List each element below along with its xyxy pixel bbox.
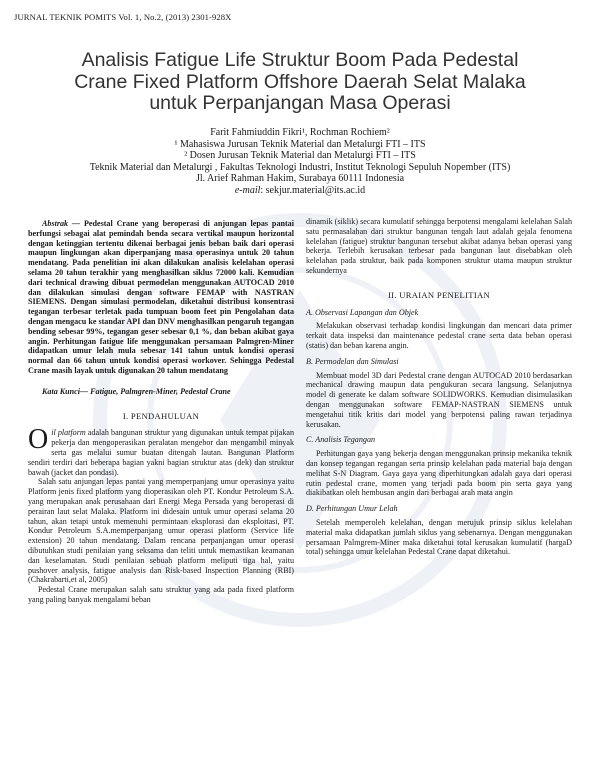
- right-paragraph-continued: dinamik (siklik) secara kumulatif sehingga berpotensi mengalami kelelahan Salah satu permasalahan dari struktur bangunan tengah laut adalah gejala fenomena kelelahan (fatigue) struktur bangunan tersebut akibat adanya beban operasi yang bekerja. Terlebih kerusakan terbesar pada bangunan laut disebabkan oleh kelelahan pada struktur, baik pada komponen struktur utama maupun struktur sekundernya: [306, 217, 572, 275]
- paragraph-d: Setelah memperoleh kelelahan, dengan merujuk prinsip siklus kelelahan material maka didapatkan jumlah siklus yang sebenarnya. Dengan menggunakan persamaan Palmgrem-Miner maka diketahui total kerusakan kumulatif (hargaD total) sehingga umur kelelahan Pedestal Crane dapat diketahui.: [306, 517, 572, 557]
- journal-header: JURNAL TEKNIK POMITS Vol. 1, No.2, (2013) 2301-928X: [14, 12, 232, 22]
- section-heading-method: II. URAIAN PENELITIAN: [387, 289, 490, 300]
- intro-paragraph-3: Pedestal Crane merupakan salah satu struktur yang ada pada fixed platform yang paling banyak mengalami beban: [28, 585, 294, 604]
- subheading-a: A. Observasi Lapangan dan Objek: [306, 307, 419, 317]
- email-label: e-mail: [234, 184, 261, 196]
- subheading-d: D. Perhitungan Umur Lelah: [306, 504, 398, 514]
- paragraph-a: Melakukan observasi terhadap kondisi lingkungan dan mencari data primer terkait data inspeksi dan maintenance pedestal crane serta data beban operasi (statis) dan beban karena angin.: [306, 321, 572, 350]
- subheading-b: B. Permodelan dan Simulasi: [306, 356, 399, 366]
- drop-cap: O: [28, 424, 49, 456]
- intro-p1-text: adalah bangunan struktur yang digunakan untuk tempat pijakan pekerja dan mengoperasikan peralatan mengebor dan mengambil minyak serta gas melalui sumur buatan ditengah lautan. Bangunan Platform sendiri terdiri dari beberapa bagian yakni bagian struktur atas (dek) dan struktur bawah (jacket dan pondasi).: [28, 428, 294, 477]
- author-block: [20, 127, 580, 196]
- subheading-c: C. Analisis Tegangan: [306, 435, 376, 445]
- author-names: Farit Fahmiuddin Fikri¹, Rochman Rochiem²: [210, 127, 390, 138]
- abstract-text: Pedestal Crane yang beroperasi di anjungan lepas pantai berfungsi sebagai alat pemindah benda secara vertikal maupun horizontal dengan ketinggian tertentu dikenai berbagai jenis beban baik dari operasi maupun lingkungan akan diperpanjang masa operasinya untuk 20 tahun mendatang. Pada penelitian ini akan dilakukan analisis kelelahan operasi selama 20 tahun terakhir yang menghasilkan siklus 72000 kali. Kemudian dari technical drawing dibuat permodelan menggunakan AUTOCAD 2010 dan dilakukan simulasi dengan software FEMAP with NASTRAN SIEMENS. Dengan simulasi permodelan, diketahui distribusi konsentrasi tegangan terbesar terletak pada tumpuan boom feet pin Pengolahan data dengan mengacu ke standar API dan DNV menghasilkan pengaruh tegangan bending sebesar 99%, tegangan geser sebesar 0,1 %, dan beban akibat gaya angin. Perhitungan fatigue life menggunakan persamaan Palmgren-Miner didapatkan umur lelah mula sebesar 141 tahun untuk kondisi operasi normal dan 66 tahun untuk kondisi operasi workover. Sehingga Pedestal Crane masih layak untuk digunakan 20 tahun mendatang: [28, 219, 294, 375]
- email-line: [20, 185, 580, 197]
- email-address[interactable]: : sekjur.material@its.ac.id: [260, 184, 366, 196]
- abstract-label: Abstrak —: [42, 219, 81, 228]
- left-column: [28, 219, 294, 605]
- affiliation-1: ¹ Mahasiswa Jurusan Teknik Material dan Metalurgi FTI – ITS: [174, 138, 426, 150]
- section-heading-intro: I. PENDAHULUAN: [122, 410, 200, 421]
- title-line-2: Crane Fixed Platform Offshore Daerah Selat Malaka: [74, 70, 526, 93]
- paragraph-b: Membuat model 3D dari Pedestal crane dengan AUTOCAD 2010 berdasarkan mechanical drawing maupun data pengukuran secara langsung. Selanjutnya model di generate ke dalam software SOLIDWORKS. Kemudian disimulasikan dengan menggunakan software FEMAP-NASTRAN SIEMENS untuk mengetahui titik kritis dari model yang berpotensi paling rawan terjadinya kerusakan.: [306, 370, 572, 429]
- title-line-3: untuk Perpanjangan Masa Operasi: [149, 92, 451, 114]
- intro-paragraph-1: [28, 424, 294, 477]
- intro-italic-term: il platform: [51, 428, 86, 438]
- paper-title: [20, 50, 580, 115]
- title-line-1: Analisis Fatigue Life Struktur Boom Pada Pedestal: [81, 49, 519, 71]
- keywords: Kata Kunci— Fatigue, Palmgren-Miner, Pedestal Crane: [42, 386, 231, 396]
- intro-paragraph-2: Salah satu anjungan lepas pantai yang memperpanjang umur operasinya yaitu Platform jenis fixed platform yang dioperasikan oleh PT. Kondur Petroleum S.A. yang merupakan anak perusahaan dari Energi Mega Persada yang beroperasi di perairan laut selat Malaka. Platform ini didesain untuk umur operasi selama 20 tahun, akan tetapi untuk memenuhi permintaan eksplorasi dan eksploitasi, PT. Kondur Petroleum S.A.memperpanjang umur operasi platform (Service life extension) 20 tahun mendatang. Dalam rencana perpanjangan umur operasi dibutuhkan studi penilaian yang seksama dan teliti untuk memastikan keamanan dan keselamatan. Studi penilaian sebuah platform meliputi tiga hal, yaitu pushover analysis, fatigue analysis dan Risk-based Inspection Planning (RBI) (Chakrabarti,et al, 2005): [28, 477, 294, 585]
- address: Jl. Arief Rahman Hakim, Surabaya 60111 Indonesia: [195, 173, 405, 184]
- abstract: [28, 219, 294, 376]
- right-column: [306, 217, 572, 557]
- affiliation-2: ² Dosen Jurusan Teknik Material dan Metalurgi FTI – ITS: [184, 150, 416, 161]
- paragraph-c: Perhitungan gaya yang bekerja dengan menggunakan prinsip mekanika teknik dan konsep tegangan regangan serta prinsip kelelahan pada material baja dengan melihat S-N Diagram. Gaya gaya yang diperhitungkan adalah gaya dari operasi rutin pedestal crane, momen yang terjadi pada boom pin serta gaya yang diakibatkan oleh hembusan angin dari berbagai arah mata angin: [306, 449, 572, 498]
- department: Teknik Material dan Metalurgi , Fakultas Teknologi Industri, Institut Teknologi Sepuluh Nopember (ITS): [89, 161, 511, 173]
